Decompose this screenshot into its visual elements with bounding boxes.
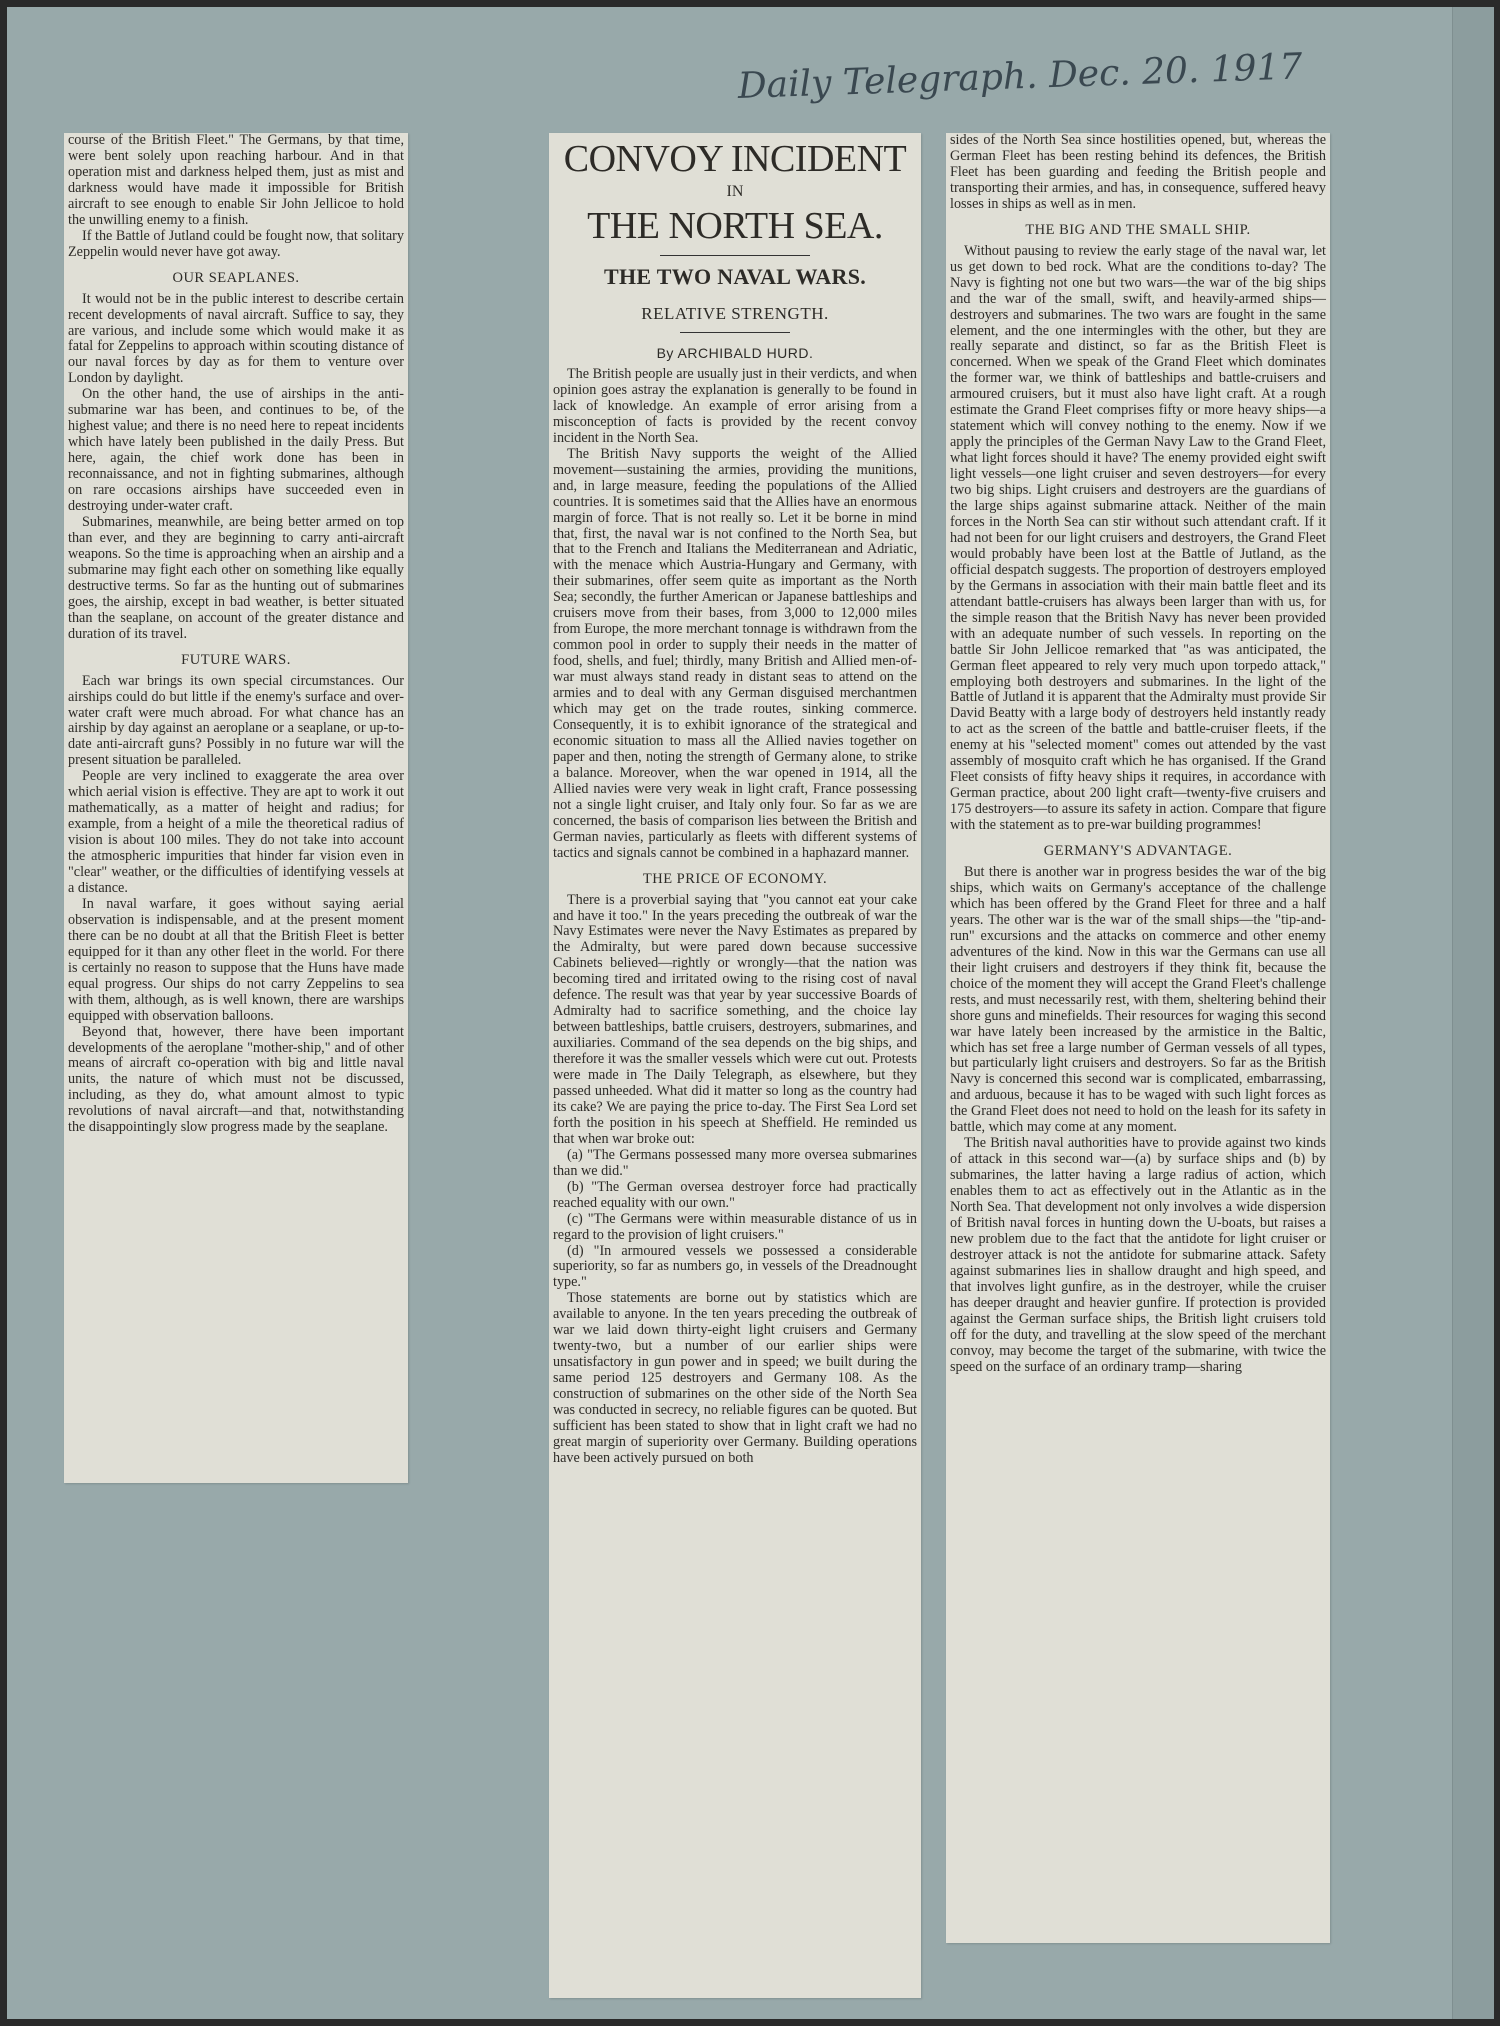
headline-convoy-incident: CONVOY INCIDENT: [563, 138, 907, 180]
paragraph: Beyond that, however, there have been important developments of the aeroplane "mother-ship," and of other means of aircraft co-operation with big and little naval units, the nature of which must not be discussed, including, as they do, what amount almost to typic revolutions of naval aircraft—and that, notwithstanding the disappointingly slow progress made by the seaplane.: [68, 1023, 404, 1136]
paragraph: (d) "In armoured vessels we possessed a considerable superiority, so far as numbers go, in vessels of the Dreadnought type.": [553, 1242, 917, 1291]
paragraph: (c) "The Germans were within measurable distance of us in regard to the provision of light cruisers.": [553, 1210, 917, 1243]
section-heading: THE PRICE OF ECONOMY.: [642, 870, 828, 887]
divider: [660, 255, 810, 256]
divider: [680, 332, 790, 333]
paragraph: The British people are usually just in their verdicts, and when opinion goes astray the explanation is generally to be found in lack of knowledge. An example of error arising from a misconception of facts is provided by the recent convoy incident in the North Sea.: [553, 366, 917, 446]
paragraph: (b) "The German oversea destroyer force had practically reached equality with our own.": [553, 1178, 917, 1211]
paragraph: Each war brings its own special circumstances. Our airships could do but little if the enemy's surface and over-water craft were much abroad. For what chance has an airship by day against an aeroplane or a seaplane, or up-to-date anti-aircraft guns? Possibly in no future war will the present situation be paralleled.: [68, 672, 404, 769]
clipping-left: [64, 133, 408, 1483]
headline-in: IN: [726, 183, 744, 200]
paragraph: Submarines, meanwhile, are being better armed on top than ever, and they are beginning to carry anti-aircraft weapons. So the time is approaching when an airship and a submarine may fight each other on something like equally destructive terms. So far as the hunting out of submarines goes, the airship, except in bad weather, is better situated than the seaplane, on account of the greater distance and duration of its travel.: [68, 513, 404, 642]
paragraph: In naval warfare, it goes without saying aerial observation is indispensable, and at the present moment there can be no doubt at all that the British Fleet is better equipped for it than any other fleet in the world. For there is certainly no reason to suppose that the Huns have made equal progress. Our ships do not carry Zeppelins to sea with them, although, as is well known, there are warships equipped with observation balloons.: [68, 895, 404, 1024]
subheadline-relative-strength: RELATIVE STRENGTH.: [641, 304, 829, 323]
handwritten-annotation: Daily Telegraph. Dec. 20. 1917: [737, 46, 1304, 108]
section-heading: FUTURE WARS.: [181, 651, 291, 668]
byline: By ARCHIBALD HURD.: [656, 345, 814, 361]
paragraph: Without pausing to review the early stage of the naval war, let us get down to bed rock. What are the conditions to-day? The Navy is fighting not one but two wars—the war of the big ships and the war of the small, swift, and heavily-armed ships—destroyers and submarines. The two wars are fought in the same element, and the one intermingles with the other, but they are really separate and distinct, so far as the British Fleet is concerned. When we speak of the Grand Fleet which dominates the former war, we think of battleships and battle-cruisers and armoured cruisers, but it must also have light craft. At a rough estimate the Grand Fleet comprises fifty or more heavy ships—a statement which will convey nothing to the enemy. Now if we apply the principles of the German Navy Law to the Grand Fleet, what light forces should it have? The enemy provided eight swift light vessels—one light cruiser and seven destroyers—for every two big ships. Light cruisers and destroyers are the guardians of the large ships against submarine attack. Neither of the main forces in the North Sea can stir without such attendant craft. If it had not been for our light cruisers and destroyers, the Grand Fleet would probably have been lost at the Battle of Jutland, as the official despatch suggests. The proportion of destroyers employed by the Germans in association with their main battle fleet and its attendant battle-cruisers has always been larger than with us, for the simple reason that the British Navy has never been provided with an adequate number of such vessels. In reporting on the battle Sir John Jellicoe remarked that "as was anticipated, the German fleet appeared to rely very much upon torpedo attack," employing both destroyers and submarines. In the light of the Battle of Jutland it is apparent that the Admiralty must provide Sir David Beatty with a large body of destroyers held instantly ready to act as the screen of the battle and battle-cruiser fleets, if the enemy at his "selected moment" comes out attended by the vast assembly of mosquito craft which he has organised. If the Grand Fleet consists of fifty heavy ships it requires, in accordance with German practice, about 200 light craft—twenty-five cruisers and 175 destroyers—to assure its safety in action. Compare that figure with the statement as to pre-war building programmes!: [950, 242, 1326, 834]
paragraph: course of the British Fleet." The Germans, by that time, were bent solely upon reaching harbour. And in that operation mist and darkness helped them, just as mist and darkness would have made it impossible for British aircraft to see enough to enable Sir John Jellicoe to hold the unwilling enemy to a finish.: [68, 133, 404, 228]
section-heading: OUR SEAPLANES.: [172, 269, 300, 286]
binding-strip: [1452, 7, 1494, 2019]
paragraph: People are very inclined to exaggerate the area over which aerial vision is effective. They are apt to work it out mathematically, as a matter of height and radius; for example, from a height of a mile the theoretical radius of vision is about 100 miles. They do not take into account the atmospheric impurities that hinder far vision even in "clear" weather, or the difficulties of identifying vessels at a distance.: [68, 768, 404, 896]
paragraph: (a) "The Germans possessed many more oversea submarines than we did.": [553, 1146, 917, 1179]
section-heading: THE BIG AND THE SMALL SHIP.: [1025, 221, 1251, 238]
paragraph: The British Navy supports the weight of the Allied movement—sustaining the armies, providing the munitions, and, in large measure, feeding the populations of the Allied countries. It is sometimes said that the Allies have an enormous margin of force. That is not really so. Let it be borne in mind that, first, the naval war is not confined to the North Sea, but that to the French and Italians the Mediterranean and Adriatic, with the menace which Austria-Hungary and Germany, with their submarines, offer seem quite as important as the North Sea; secondly, the further American or Japanese battleships and cruisers move from their bases, from 3,000 to 12,000 miles from Europe, the more merchant tonnage is withdrawn from the common pool in order to supply their needs in the matter of food, shells, and fuel; thirdly, many British and Allied men-of-war must always stand ready in distant seas to attend on the armies and to deal with any German disguised merchantmen which may get on the trade routes, sinking commerce. Consequently, it is to exhibit ignorance of the strategical and economic situation to mass all the Allied navies together on paper and then, noting the strength of Germany alone, to strike a balance. Moreover, when the war opened in 1914, all the Allied navies were very weak in light craft, France possessing not a single light cruiser, and Italy only four. So far as we are concerned, the basis of comparison lies between the British and German navies, particularly as fleets with different systems of tactics and signals cannot be combined in a haphazard manner.: [553, 445, 917, 861]
paragraph: Those statements are borne out by statistics which are available to anyone. In the ten years preceding the outbreak of war we laid down thirty-eight light cruisers and Germany twenty-two, but a number of our earlier ships were unsatisfactory in gun power and in speed; we built during the same period 125 destroyers and Germany 108. As the construction of submarines on the other side of the North Sea was conducted in secrecy, no reliable figures can be quoted. But sufficient has been stated to show that in light craft we had no great margin of superiority over Germany. Building operations have been actively pursued on both: [553, 1290, 917, 1466]
section-heading: GERMANY'S ADVANTAGE.: [1043, 843, 1233, 860]
subheadline-two-naval-wars: THE TWO NAVAL WARS.: [603, 264, 867, 289]
headline-north-sea: THE NORTH SEA.: [587, 205, 883, 247]
paragraph: sides of the North Sea since hostilities opened, but, whereas the German Fleet has been resting behind its defences, the British Fleet has been guarding and feeding the British people and transporting their armies, and has, in consequence, suffered heavy losses in ships as well as in men.: [950, 133, 1326, 212]
paragraph: It would not be in the public interest to describe certain recent developments of naval aircraft. Suffice to say, they are various, and include some which would make it as fatal for Zeppelins to approach within scouting distance of our naval forces by day as for them to venture over London by daylight.: [68, 290, 404, 387]
clipping-right: [946, 133, 1330, 1943]
paragraph: There is a proverbial saying that "you cannot eat your cake and have it too." In the years preceding the outbreak of war the Navy Estimates were never the Navy Estimates as prepared by the Admiralty, but were pared down because successive Cabinets believed—rightly or wrongly—that the nation was becoming tired and irritated owing to the rising cost of naval defence. The result was that year by year successive Boards of Admiralty had to sacrifice something, and the choice lay between battleships, battle cruisers, destroyers, submarines, and auxiliaries. Command of the sea depends on the big ships, and therefore it was the smaller vessels which were cut out. Protests were made in The Daily Telegraph, as elsewhere, but they passed unheeded. What did it matter so long as the country had its cake? We are paying the price to-day. The First Sea Lord set forth the position in his speech at Sheffield. He reminded us that when war broke out:: [553, 891, 917, 1147]
clipping-middle: [549, 133, 921, 1998]
paragraph: If the Battle of Jutland could be fought now, that solitary Zeppelin would never have got away.: [68, 227, 404, 260]
paragraph: But there is another war in progress besides the war of the big ships, which waits on Germany's acceptance of the challenge which has been offered by the Grand Fleet for three and a half years. The other war is the war of the small ships—the "tip-and-run" excursions and the attacks on commerce and other enemy adventures of the kind. Now in this war the Germans can use all their light cruisers and destroyers if they think fit, because the choice of the moment they will accept the Grand Fleet's challenge rests, and must necessarily rest, with them, sheltering behind their shore guns and minefields. Their resources for waging this second war have lately been increased by the armistice in the Baltic, which has set free a large number of German vessels of all types, but particularly light cruisers and destroyers. So far as the British Navy is concerned this second war is complicated, embarrassing, and arduous, because it has to be waged with such light forces as the Grand Fleet does not need to hold on the leash for its safety in battle, which may come at any moment.: [950, 864, 1326, 1136]
paragraph: The British naval authorities have to provide against two kinds of attack in this second war—(a) by surface ships and (b) by submarines, the latter having a large radius of action, which enables them to act as effectively out in the Atlantic as in the North Sea. That development not only involves a wide dispersion of British naval forces in hunting down the U-boats, but raises a new problem due to the fact that the antidote for light cruiser or destroyer attack is not the antidote for submarine attack. Safety against submarines lies in shallow draught and high speed, and that involves light gunfire, as in the destroyer, while the cruiser has deeper draught and heavier gunfire. If protection is provided against the German surface ships, the British light cruisers told off for the duty, and travelling at the slow speed of the merchant convoy, may become the target of the submarine, with twice the speed on the surface of an ordinary tramp—sharing: [950, 1135, 1326, 1375]
paragraph: On the other hand, the use of airships in the anti-submarine war has been, and continues to be, of the highest value; and there is no need here to repeat incidents which have lately been published in the daily Press. But here, again, the chief work done has been in reconnaissance, and not in fighting submarines, although on rare occasions airships have succeeded even in destroying under-water craft.: [68, 386, 404, 515]
